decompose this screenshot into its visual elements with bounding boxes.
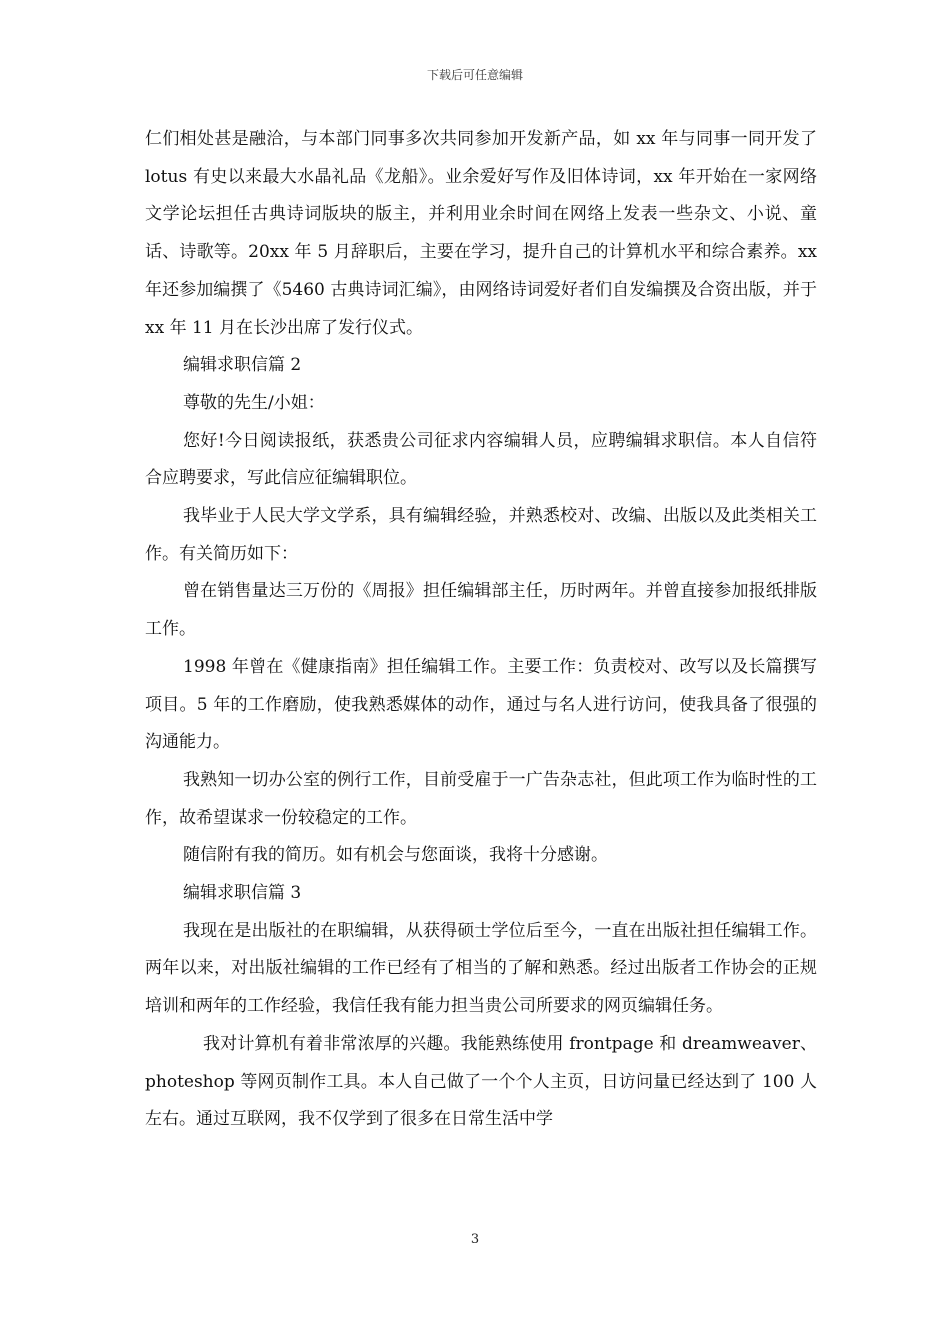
section-heading: 编辑求职信篇 2 bbox=[183, 355, 302, 376]
paragraph: 我对计算机有着非常浓厚的兴趣。我能熟练使用 frontpage 和 dreamweaver、photeshop 等网页制作工具。本人自己做了一个个人主页，日访问量已经达到了 100 人左右。通过互联网，我不仅学到了很多在日常生活中学 bbox=[145, 1033, 817, 1130]
paragraph: 我毕业于人民大学文学系，具有编辑经验，并熟悉校对、改编、出版以及此类相关工作。有关简历如下： bbox=[145, 506, 817, 564]
salutation: 尊敬的先生/小姐： bbox=[183, 392, 325, 413]
paragraph: 1998 年曾在《健康指南》担任编辑工作。主要工作：负责校对、改写以及长篇撰写项目。5 年的工作磨励，使我熟悉媒体的动作，通过与名人进行访问，使我具备了很强的沟通能力。 bbox=[145, 656, 817, 753]
paragraph: 仁们相处甚是融洽，与本部门同事多次共同参加开发新产品，如 xx 年与同事一同开发了 lotus 有史以来最大水晶礼品《龙船》。业余爱好写作及旧体诗词，xx 年开始在一家网络文学论坛担任古典诗词版块的版主，并利用业余时间在网络上发表一些杂文、小说、童话、诗歌等。20xx 年 5 月辞职后，主要在学习，提升自己的计算机水平和综合素养。xx 年还参加编撰了《5460 古典诗词汇编》，由网络诗词爱好者们自发编撰及合资出版，并于 xx 年 11 月在长沙出席了发行仪式。 bbox=[145, 129, 817, 338]
paragraph: 我现在是出版社的在职编辑，从获得硕士学位后至今，一直在出版社担任编辑工作。两年以来，对出版社编辑的工作已经有了相当的了解和熟悉。经过出版者工作协会的正规培训和两年的工作经验，我信任我有能力担当贵公司所要求的网页编辑任务。 bbox=[145, 920, 817, 1017]
paragraph: 曾在销售量达三万份的《周报》担任编辑部主任，历时两年。并曾直接参加报纸排版工作。 bbox=[145, 581, 817, 640]
document-body bbox=[145, 121, 817, 1139]
section-heading: 编辑求职信篇 3 bbox=[183, 883, 302, 904]
page-number: 3 bbox=[470, 1232, 480, 1247]
paragraph: 我熟知一切办公室的例行工作，目前受雇于一广告杂志社，但此项工作为临时性的工作，故希望谋求一份较稳定的工作。 bbox=[145, 769, 817, 828]
paragraph: 您好!今日阅读报纸，获悉贵公司征求内容编辑人员，应聘编辑求职信。本人自信符合应聘要求，写此信应征编辑职位。 bbox=[145, 430, 817, 489]
paragraph: 随信附有我的简历。如有机会与您面谈，我将十分感谢。 bbox=[183, 845, 608, 866]
page-header: 下载后可任意编辑 bbox=[426, 68, 523, 82]
